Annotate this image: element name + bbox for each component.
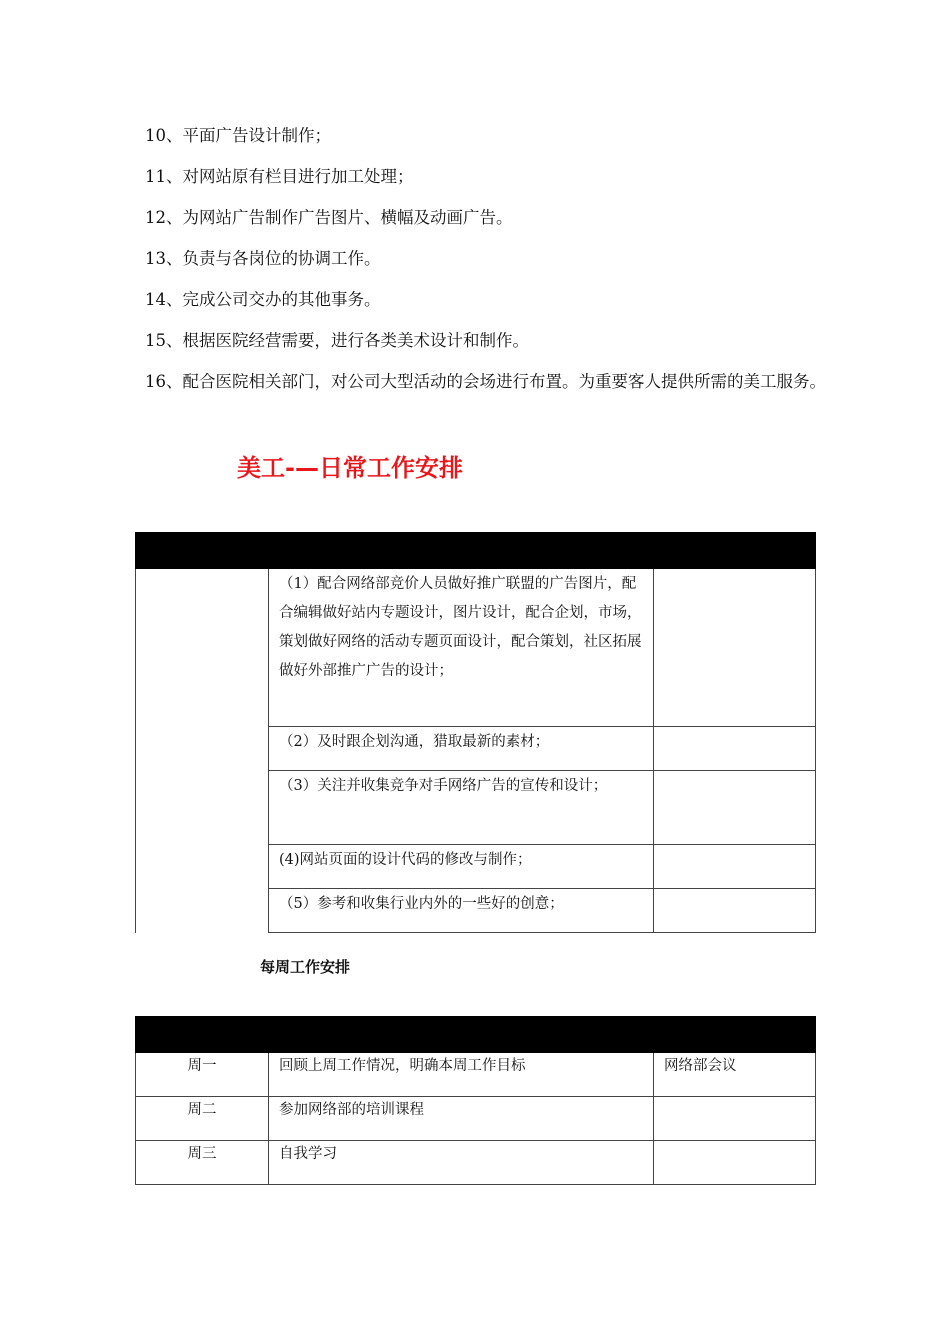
task-cell: 自我学习 <box>269 1141 654 1185</box>
duty-item-11: 11、对网站原有栏目进行加工处理； <box>145 167 414 186</box>
task-cell: (4)网站页面的设计代码的修改与制作； <box>269 845 654 889</box>
task-cell: （1）配合网络部竞价人员做好推广联盟的广告图片，配合编辑做好站内专题设计，图片设计，配合企划，市场，策划做好网络的活动专题页面设计，配合策划，社区拓展做好外部推广广告的设计； <box>269 569 654 727</box>
task-cell: （3）关注并收集竞争对手网络广告的宣传和设计； <box>269 771 654 845</box>
task-cell: （2）及时跟企划沟通，猎取最新的素材； <box>269 727 654 771</box>
header-cell <box>136 533 269 569</box>
header-cell <box>269 1017 654 1053</box>
duty-item-15: 15、根据医院经营需要，进行各类美术设计和制作。 <box>145 331 529 350</box>
duty-item-12: 12、为网站广告制作广告图片、横幅及动画广告。 <box>145 208 513 227</box>
duty-item-14: 14、完成公司交办的其他事务。 <box>145 290 381 309</box>
note-cell <box>654 845 816 889</box>
daily-schedule-table <box>135 532 816 933</box>
note-cell <box>654 569 816 727</box>
table-row <box>136 569 816 727</box>
day-cell: 周三 <box>136 1141 269 1185</box>
daily-schedule-title: 美工-—日常工作安排 <box>237 454 463 482</box>
task-cell: 参加网络部的培训课程 <box>269 1097 654 1141</box>
header-cell <box>654 533 816 569</box>
note-cell <box>654 889 816 933</box>
table-row <box>136 1097 816 1141</box>
note-cell <box>654 771 816 845</box>
weekly-schedule-table <box>135 1016 816 1185</box>
day-cell: 周二 <box>136 1097 269 1141</box>
weekly-schedule-title: 每周工作安排 <box>260 958 351 976</box>
note-cell: 网络部会议 <box>654 1053 816 1097</box>
day-cell: 周一 <box>136 1053 269 1097</box>
category-cell <box>136 569 269 933</box>
duty-item-16: 16、配合医院相关部门，对公司大型活动的会场进行布置。为重要客人提供所需的美工服务。 <box>145 372 826 391</box>
header-cell <box>269 533 654 569</box>
table-header-row <box>136 533 816 569</box>
task-cell: 回顾上周工作情况，明确本周工作目标 <box>269 1053 654 1097</box>
table-row <box>136 1053 816 1097</box>
header-cell <box>654 1017 816 1053</box>
table-row <box>136 1141 816 1185</box>
note-cell <box>654 1141 816 1185</box>
note-cell <box>654 727 816 771</box>
table-header-row <box>136 1017 816 1053</box>
header-cell <box>136 1017 269 1053</box>
duty-item-10: 10、平面广告设计制作； <box>145 126 331 145</box>
task-cell: （5）参考和收集行业内外的一些好的创意； <box>269 889 654 933</box>
note-cell <box>654 1097 816 1141</box>
duty-item-13: 13、负责与各岗位的协调工作。 <box>145 249 381 268</box>
